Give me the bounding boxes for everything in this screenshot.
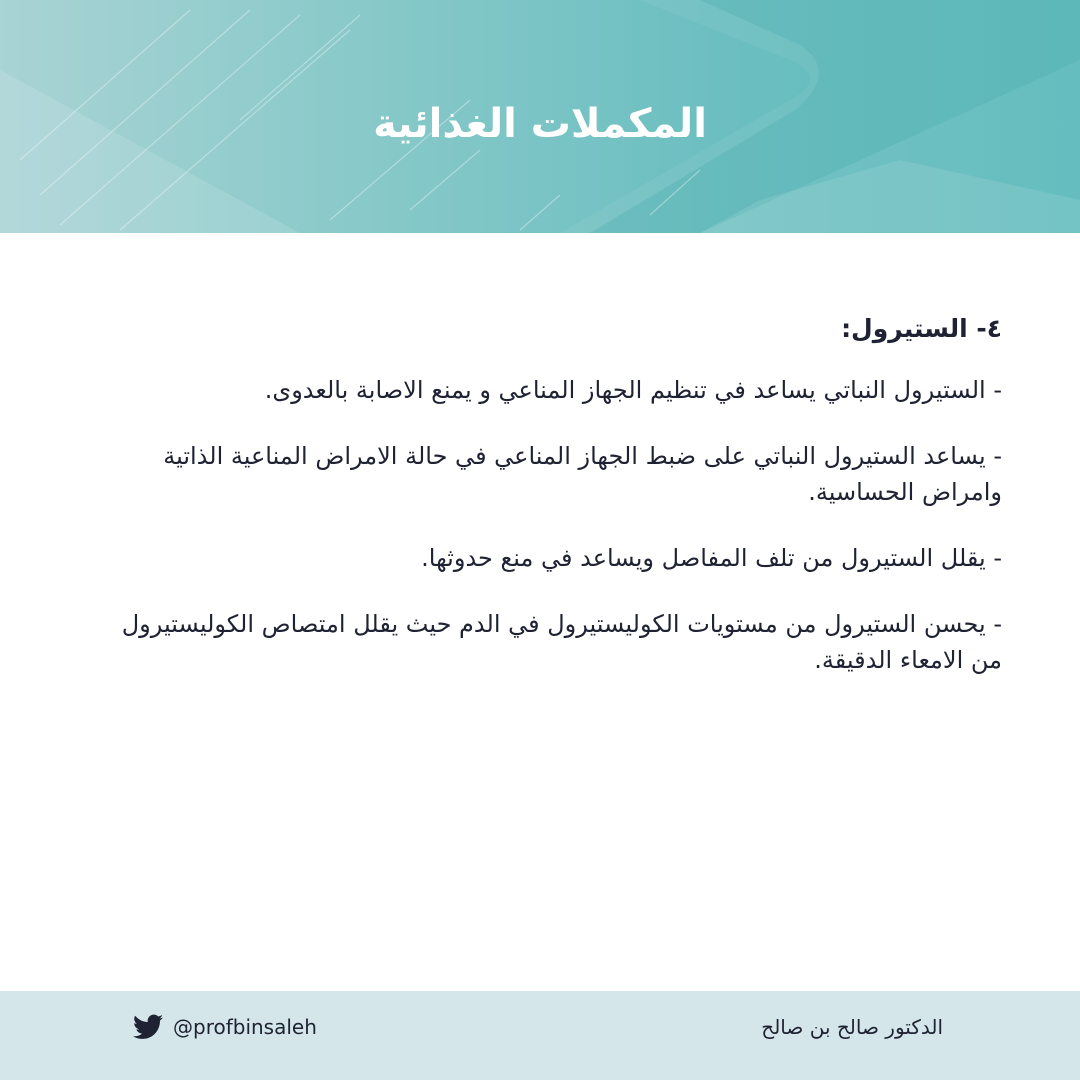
page-title: المكملات الغذائية — [373, 101, 707, 147]
footer-bar — [0, 991, 1080, 1080]
social-handle-link[interactable] — [133, 1011, 317, 1043]
author-name: الدكتور صالح بن صالح — [761, 1015, 943, 1039]
section-title: ٤- الستيرول: — [841, 314, 1002, 343]
list-item: - يحسن الستيرول من مستويات الكوليستيرول في الدم حيث يقلل امتصاص الكوليستيرول من الامعاء الدقيقة. — [121, 610, 1002, 674]
main-content — [110, 305, 1002, 708]
list-item: - الستيرول النباتي يساعد في تنظيم الجهاز المناعي و يمنع الاصابة بالعدوى. — [264, 376, 1002, 404]
header-banner — [0, 0, 1080, 233]
list-item: - يقلل الستيرول من تلف المفاصل ويساعد في منع حدوثها. — [421, 544, 1002, 572]
twitter-handle: @profbinsaleh — [173, 1015, 317, 1039]
twitter-icon — [133, 1014, 163, 1040]
list-item: - يساعد الستيرول النباتي على ضبط الجهاز المناعي في حالة الامراض المناعية الذاتية وامراض الحساسية. — [163, 442, 1002, 506]
